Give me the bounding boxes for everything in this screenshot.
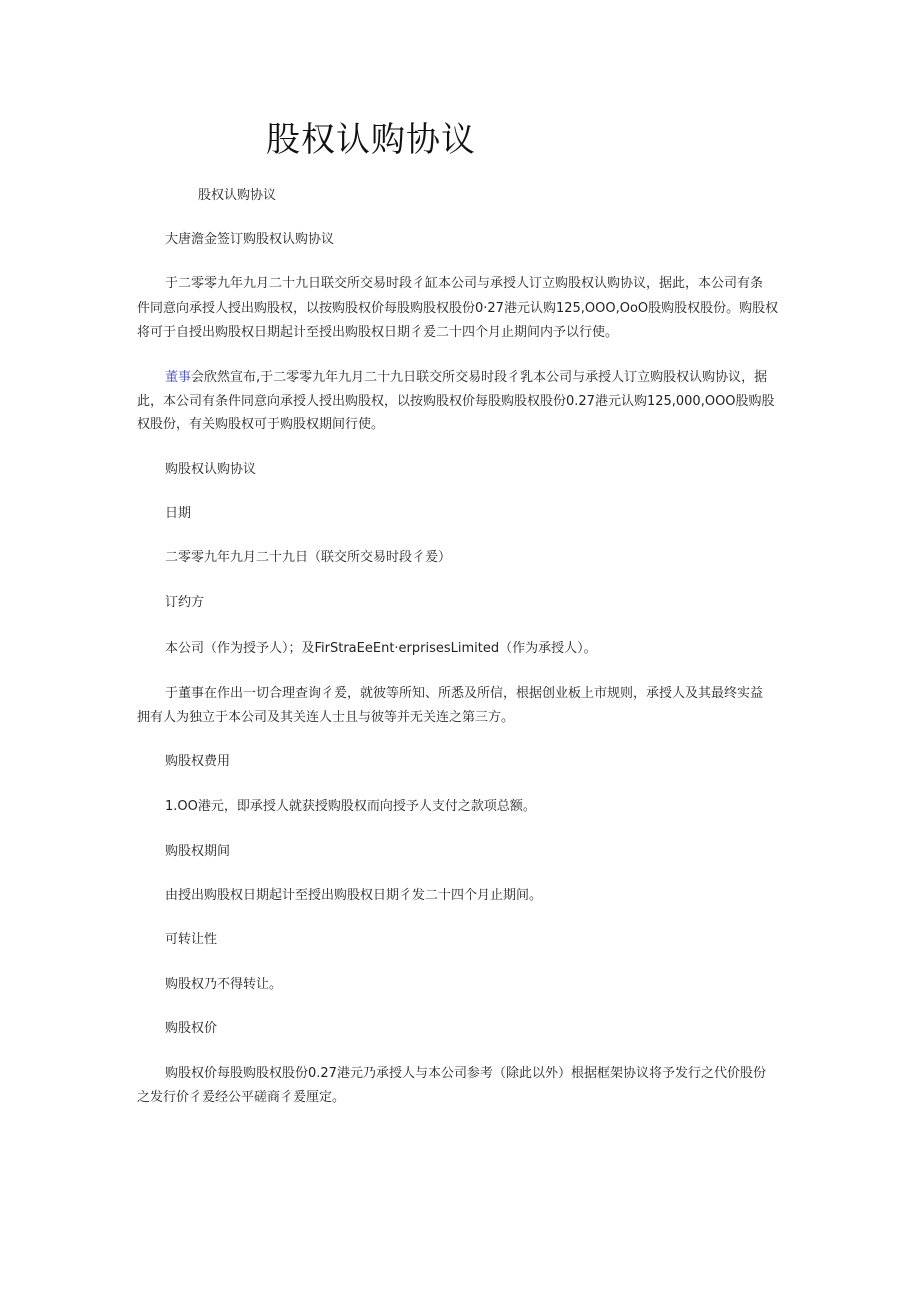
- independence-line-1: 于董事在作出一切合理查询彳爰，就彼等所知、所悉及所信，根据创业板上市规则，承授人及其最终实益: [165, 686, 764, 701]
- heading-period: 购股权期间: [165, 844, 231, 859]
- heading-transferability: 可转让性: [165, 932, 218, 947]
- period-value: 由授出购股权日期起计至授出购股权日期彳发二十四个月止期间。: [165, 888, 543, 903]
- heading-price: 购股权价: [165, 1021, 218, 1036]
- price-line-2: 之发行价彳爰经公平磋商彳爰厘定。: [137, 1090, 346, 1105]
- paragraph-1-line-3: 将可于自授出购股权日期起计至授出购股权日期彳爰二十四个月止期间内予以行使。: [137, 325, 619, 340]
- independence-line-2: 拥有人为独立于本公司及其关连人士且与彼等并无关连之第三方。: [137, 710, 515, 725]
- parties-value: 本公司（作为授予人）；及FirStraEeEnt·erprisesLimited（作为承授人）。: [165, 641, 597, 656]
- paragraph-2-line-2: 此，本公司有条件同意向承授人授出购股权，以按购股权价每股购股权股份0.27港元认购125,000,OOO股购股: [137, 394, 775, 409]
- directors-link[interactable]: 董事: [165, 370, 192, 385]
- paragraph-2-line-3: 权股份，有关购股权可于购股权期间行使。: [137, 417, 385, 432]
- heading-fee: 购股权费用: [165, 754, 231, 769]
- heading-date: 日期: [165, 506, 192, 521]
- transfer-value: 购股权乃不得转让。: [165, 977, 283, 992]
- paragraph-2-line-1-text: 会欣然宣布,于二零零九年九月二十九日联交所交易时段彳乳本公司与承授人订立购股权认购协议，据: [191, 370, 768, 385]
- fee-value: 1.OO港元，即承授人就获授购股权而向授予人支付之款项总额。: [165, 799, 536, 814]
- section-heading-announcement: 大唐澹金签订购股权认购协议: [165, 232, 335, 247]
- date-value: 二零零九年九月二十九日（联交所交易时段彳爰）: [165, 550, 452, 565]
- heading-agreement: 购股权认购协议: [165, 462, 257, 477]
- heading-parties: 订约方: [165, 595, 205, 610]
- paragraph-2-line-1: [165, 366, 767, 389]
- paragraph-1-line-1: 于二零零九年九月二十九日联交所交易时段彳缸本公司与承授人订立购股权认购协议，据此，本公司有条: [165, 276, 764, 291]
- document-title: 股权认购协议: [266, 120, 476, 160]
- paragraph-1-line-2: 件同意向承授人授出购股权，以按购股权价每股购股权股份0·27港元认购125,OOO,OoO股购股权股份。购股权: [137, 301, 779, 316]
- price-line-1: 购股权价每股购股权股份0.27港元乃承授人与本公司参考（除此以外）根据框架协议将予发行之代价股份: [165, 1066, 766, 1081]
- subtitle: 股权认购协议: [198, 188, 277, 203]
